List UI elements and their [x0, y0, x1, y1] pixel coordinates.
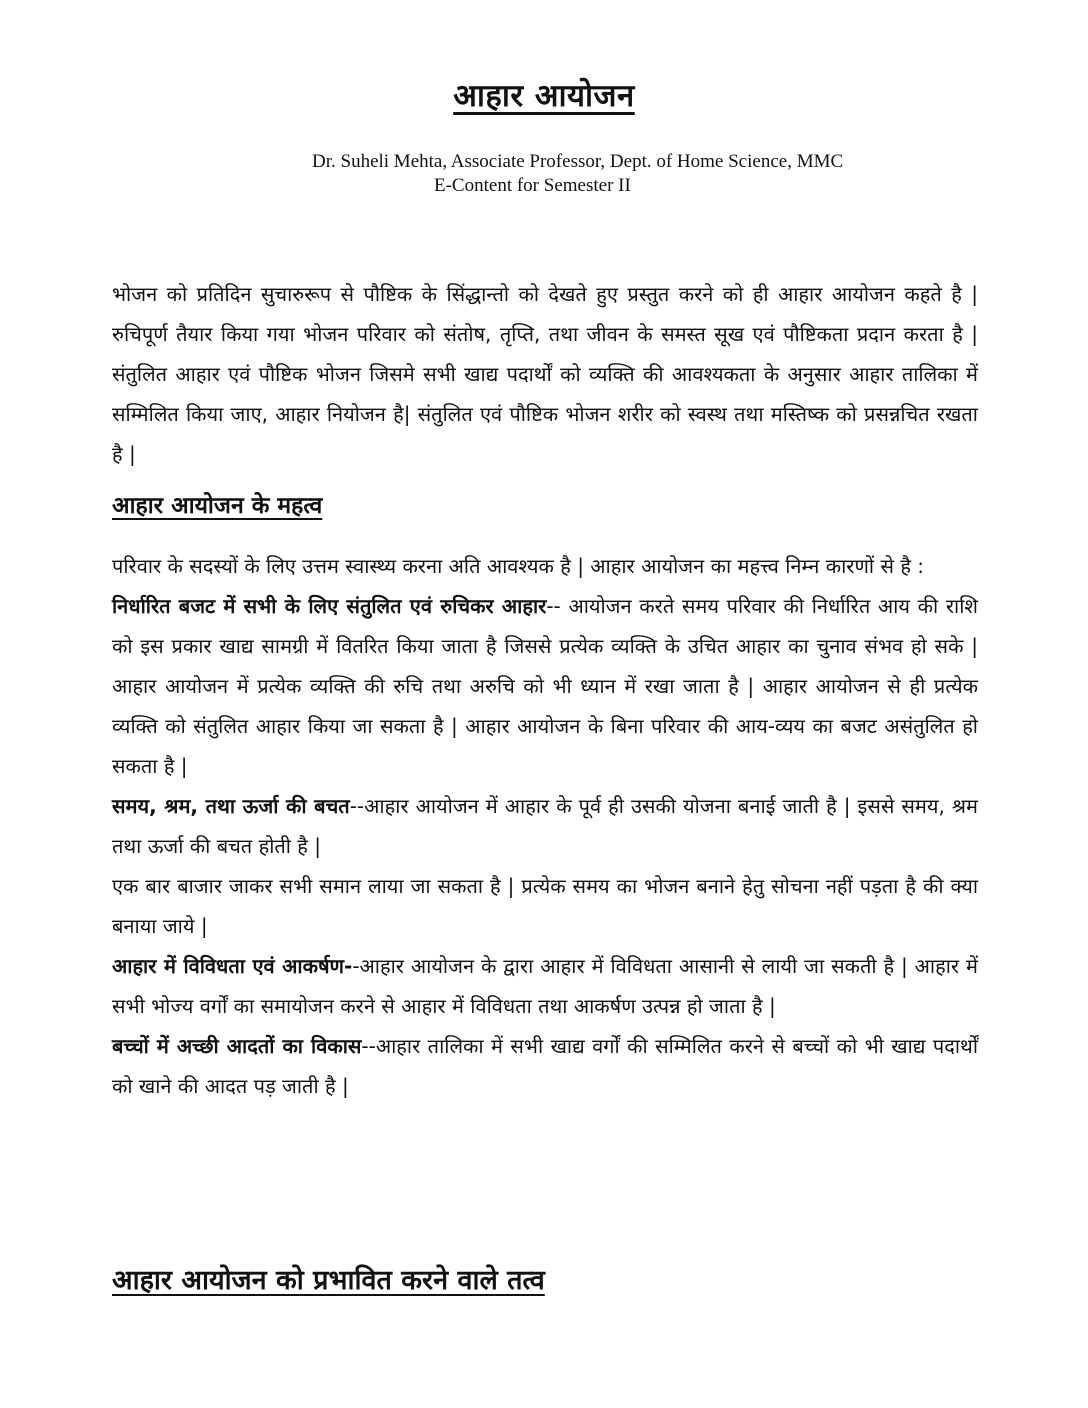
page-title: आहार आयोजन — [453, 78, 635, 114]
point-saving-lead: समय, श्रम, तथा ऊर्जा की बचत — [112, 794, 350, 818]
point-habits-lead: बच्चों में अच्छी आदतों का विकास — [112, 1034, 362, 1058]
point-budget-text: -- आयोजन करते समय परिवार की निर्धारित आय की राशि को इस प्रकार खाद्य सामग्री में वितरित किया जाता है जिससे प्रत्येक व्यक्ति के उचित आहार का चुनाव संभव हो सके | आहार आयोजन में प्रत्येक व्यक्ति की रुचि तथा अरुचि को भी ध्यान में रखा जाता है | आहार आयोजन से ही प्रत्येक व्यक्ति को संतुलित आहार किया जा सकता है | आहार आयोजन के बिना परिवार की आय-व्यय का बजट असंतुलित हो सकता है | — [112, 594, 979, 778]
section-heading-importance: आहार आयोजन के महत्व — [112, 493, 323, 519]
importance-intro: परिवार के सदस्यों के लिए उत्तम स्वास्थ्य करना अति आवश्यक है | आहार आयोजन का महत्त्व निम्न कारणों से है : — [112, 554, 925, 578]
point-saving-extra: एक बार बाजार जाकर सभी समान लाया जा सकता है | प्रत्येक समय का भोजन बनाने हेतु सोचना नहीं पड़ता है की क्या बनाया जाये | — [112, 874, 978, 938]
point-saving-text: --आहार आयोजन में आहार के पूर्व ही उसकी योजना बनाई जाती है | इससे समय, श्रम तथा ऊर्जा की बचत होती है | — [112, 794, 978, 858]
point-variety-text: -आहार आयोजन के द्वारा आहार में विविधता आसानी से लायी जा सकती है | आहार में सभी भोज्य वर्गों का समायोजन करने से आहार में विविधता तथा आकर्षण उत्पन्न हो जाता है | — [112, 954, 978, 1018]
author-block — [312, 150, 843, 198]
point-budget-lead: निर्धारित बजट में सभी के लिए संतुलित एवं रुचिकर आहार — [112, 594, 547, 618]
intro-paragraph: भोजन को प्रतिदिन सुचारुरूप से पौष्टिक के सिंद्धान्तो को देखते हुए प्रस्तुत करने को ही आहार आयोजन कहते है | रुचिपूर्ण तैयार किया गया भोजन परिवार को संतोष, तृप्ति, तथा जीवन के समस्त सूख एवं पौष्टिकता प्रदान करता है | संतुलित आहार एवं पौष्टिक भोजन जिसमे सभी खाद्य पदार्थों को व्यक्ति की आवश्यकता के अनुसार आहार तालिका में सम्मिलित किया जाए, आहार नियोजन है| संतुलित एवं पौष्टिक भोजन शरीर को स्वस्थ तथा मस्तिष्क को प्रसन्नचित रखता है | — [112, 282, 978, 466]
point-habits-text: --आहार तालिका में सभी खाद्य वर्गों की सम्मिलित करने से बच्चों को भी खाद्य पदार्थों को खाने की आदत पड़ जाती है | — [112, 1034, 978, 1098]
point-budget — [112, 586, 978, 786]
point-saving — [112, 786, 978, 866]
importance-section-body — [112, 546, 978, 1106]
point-variety-lead: आहार में विविधता एवं आकर्षण- — [112, 954, 353, 978]
intro-paragraph-block — [112, 274, 978, 474]
author-line: Dr. Suheli Mehta, Associate Professor, Dept. of Home Science, MMC — [312, 151, 844, 172]
point-variety — [112, 946, 978, 1026]
course-line: E-Content for Semester II — [434, 175, 631, 196]
point-habits — [112, 1026, 978, 1106]
section-heading-factors: आहार आयोजन को प्रभावित करने वाले तत्व — [112, 1265, 545, 1296]
